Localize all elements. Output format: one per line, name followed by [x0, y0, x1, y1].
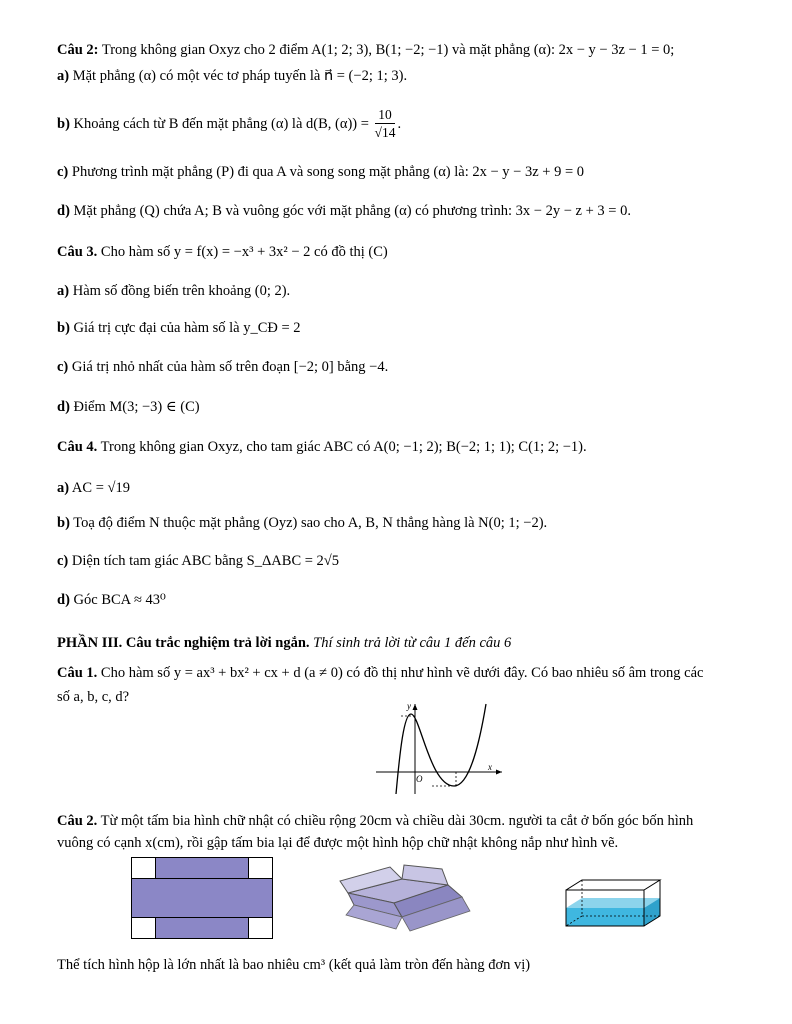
- q4-stem: Trong không gian Oxyz, cho tam giác ABC có A(0; −1; 2); B(−2; 1; 1); C(1; 2; −1).: [100, 439, 587, 455]
- graph-x-label: x: [488, 762, 492, 772]
- cubic-curve: [396, 704, 486, 794]
- q3-a-text: Hàm số đồng biến trên khoảng (0; 2).: [72, 283, 291, 299]
- corner-cut-bottom-right: [249, 918, 273, 939]
- q2-a-line: [57, 66, 762, 86]
- q3-d-text: Điểm M(3; −3) ∈ (C): [73, 399, 200, 415]
- q3-d-line: [57, 397, 762, 417]
- q3-c-label: c): [57, 359, 69, 375]
- q4-c-label: c): [57, 553, 69, 569]
- q4-b-text: Toạ độ điểm N thuộc mặt phẳng (Oyz) sao cho A, B, N thẳng hàng là N(0; 1; −2).: [73, 515, 548, 531]
- q2-c-text: Phương trình mặt phẳng (P) đi qua A và song song mặt phẳng (α) là: 2x − y − 3z + 9 = 0: [71, 164, 585, 180]
- graph-y-label: y: [407, 701, 411, 711]
- q2-b-end: .: [397, 116, 402, 132]
- q3-stem: Cho hàm số y = f(x) = −x³ + 3x² − 2 có đồ thị (C): [100, 244, 388, 260]
- q4-d-label: d): [57, 592, 70, 608]
- q3-c-text: Giá trị nhỏ nhất của hàm số trên đoạn [−2; 0] bằng −4.: [71, 359, 389, 375]
- open-box-with-water: [560, 870, 670, 930]
- q4-stem-line: [57, 437, 762, 457]
- q2-stem: Trong không gian Oxyz cho 2 điểm A(1; 2; 3), B(1; −2; −1) và mặt phẳng (α): 2x − y − 3z − 1 = 0;: [101, 42, 675, 58]
- folding-box-picture: [330, 853, 488, 941]
- p3q1-text1: Cho hàm số y = ax³ + bx² + cx + d (a ≠ 0) có đồ thị như hình vẽ dưới đây. Có bao nhiêu số âm trong các: [100, 665, 704, 681]
- corner-cut-top-right: [249, 858, 273, 879]
- q2-d-text: Mặt phẳng (Q) chứa A; B và vuông góc với mặt phẳng (α) có phương trình: 3x − 2y − z + 3 = 0.: [73, 203, 631, 219]
- graph-x-arrow: [496, 770, 502, 775]
- q3-b-text: Giá trị cực đại của hàm số là y_CĐ = 2: [73, 320, 301, 336]
- q3-stem-line: [57, 242, 762, 262]
- q4-a-label: a): [57, 480, 70, 496]
- graph-origin-label: O: [416, 774, 423, 784]
- q2-b-denominator: √14: [374, 125, 396, 141]
- q3-title: Câu 3.: [57, 244, 98, 260]
- p3q1-title: Câu 1.: [57, 665, 98, 681]
- q3-d-label: d): [57, 399, 70, 415]
- q4-a-line: [57, 478, 762, 498]
- q3-b-label: b): [57, 320, 70, 336]
- q3-c-line: [57, 357, 762, 377]
- part3-title: PHẦN III. Câu trắc nghiệm trả lời ngắn.: [57, 635, 310, 651]
- corner-cut-bottom-left: [132, 918, 156, 939]
- sheet-diagram: [131, 857, 273, 939]
- part3-subtitle: Thí sinh trả lời từ câu 1 đến câu 6: [313, 635, 512, 651]
- q2-stem-line: [57, 40, 762, 60]
- q2-b-numerator: 10: [375, 107, 396, 124]
- p3q1-line1: [57, 663, 762, 683]
- q4-d-line: [57, 590, 762, 610]
- graph-y-arrow: [413, 704, 418, 710]
- p3q2-text1: Từ một tấm bia hình chữ nhật có chiều rộng 20cm và chiều dài 30cm. người ta cắt ở bốn góc bốn hình: [100, 813, 694, 829]
- q2-d-line: [57, 201, 762, 221]
- q4-b-line: [57, 513, 762, 533]
- p3q2-text2: vuông có cạnh x(cm), rồi gập tấm bia lại để được một hình hộp chữ nhật không nắp như hình vẽ.: [57, 835, 619, 851]
- q3-a-line: [57, 281, 762, 301]
- p3q2-question-line: [57, 955, 762, 975]
- q2-title: Câu 2:: [57, 42, 99, 58]
- q4-a-text: AC = √19: [71, 480, 130, 496]
- q2-b-fraction: [375, 107, 396, 142]
- q4-title: Câu 4.: [57, 439, 98, 455]
- water-front: [566, 908, 644, 926]
- q2-c-line: [57, 162, 762, 182]
- q2-b-label: b): [57, 116, 70, 132]
- q4-c-line: [57, 551, 762, 571]
- q4-d-text: Góc BCA ≈ 43⁰: [73, 592, 166, 608]
- q2-b-line: [57, 106, 762, 142]
- q2-a-text: Mặt phẳng (α) có một véc tơ pháp tuyến là n⃗ = (−2; 1; 3).: [72, 68, 408, 84]
- p3q2-line1: [57, 811, 762, 831]
- q2-c-label: c): [57, 164, 69, 180]
- corner-cut-top-left: [132, 858, 156, 879]
- q2-a-label: a): [57, 68, 70, 84]
- cubic-graph: [370, 700, 510, 796]
- q2-b-text: Khoảng cách từ B đến mặt phẳng (α) là d(B, (α)) =: [73, 116, 369, 132]
- p3q1-text2: số a, b, c, d?: [57, 689, 130, 705]
- box-top-edges: [566, 880, 660, 890]
- part3-heading-line: [57, 633, 762, 653]
- q3-b-line: [57, 318, 762, 338]
- p3q2-title: Câu 2.: [57, 813, 98, 829]
- q2-d-label: d): [57, 203, 70, 219]
- q3-a-label: a): [57, 283, 70, 299]
- p3q2-line2: [57, 833, 762, 853]
- q4-b-label: b): [57, 515, 70, 531]
- water-surface: [566, 898, 660, 908]
- p3q2-question: Thể tích hình hộp là lớn nhất là bao nhiêu cm³ (kết quả làm tròn đến hàng đơn vị): [57, 957, 531, 973]
- q4-c-text: Diện tích tam giác ABC bằng S_ΔABC = 2√5: [71, 553, 340, 569]
